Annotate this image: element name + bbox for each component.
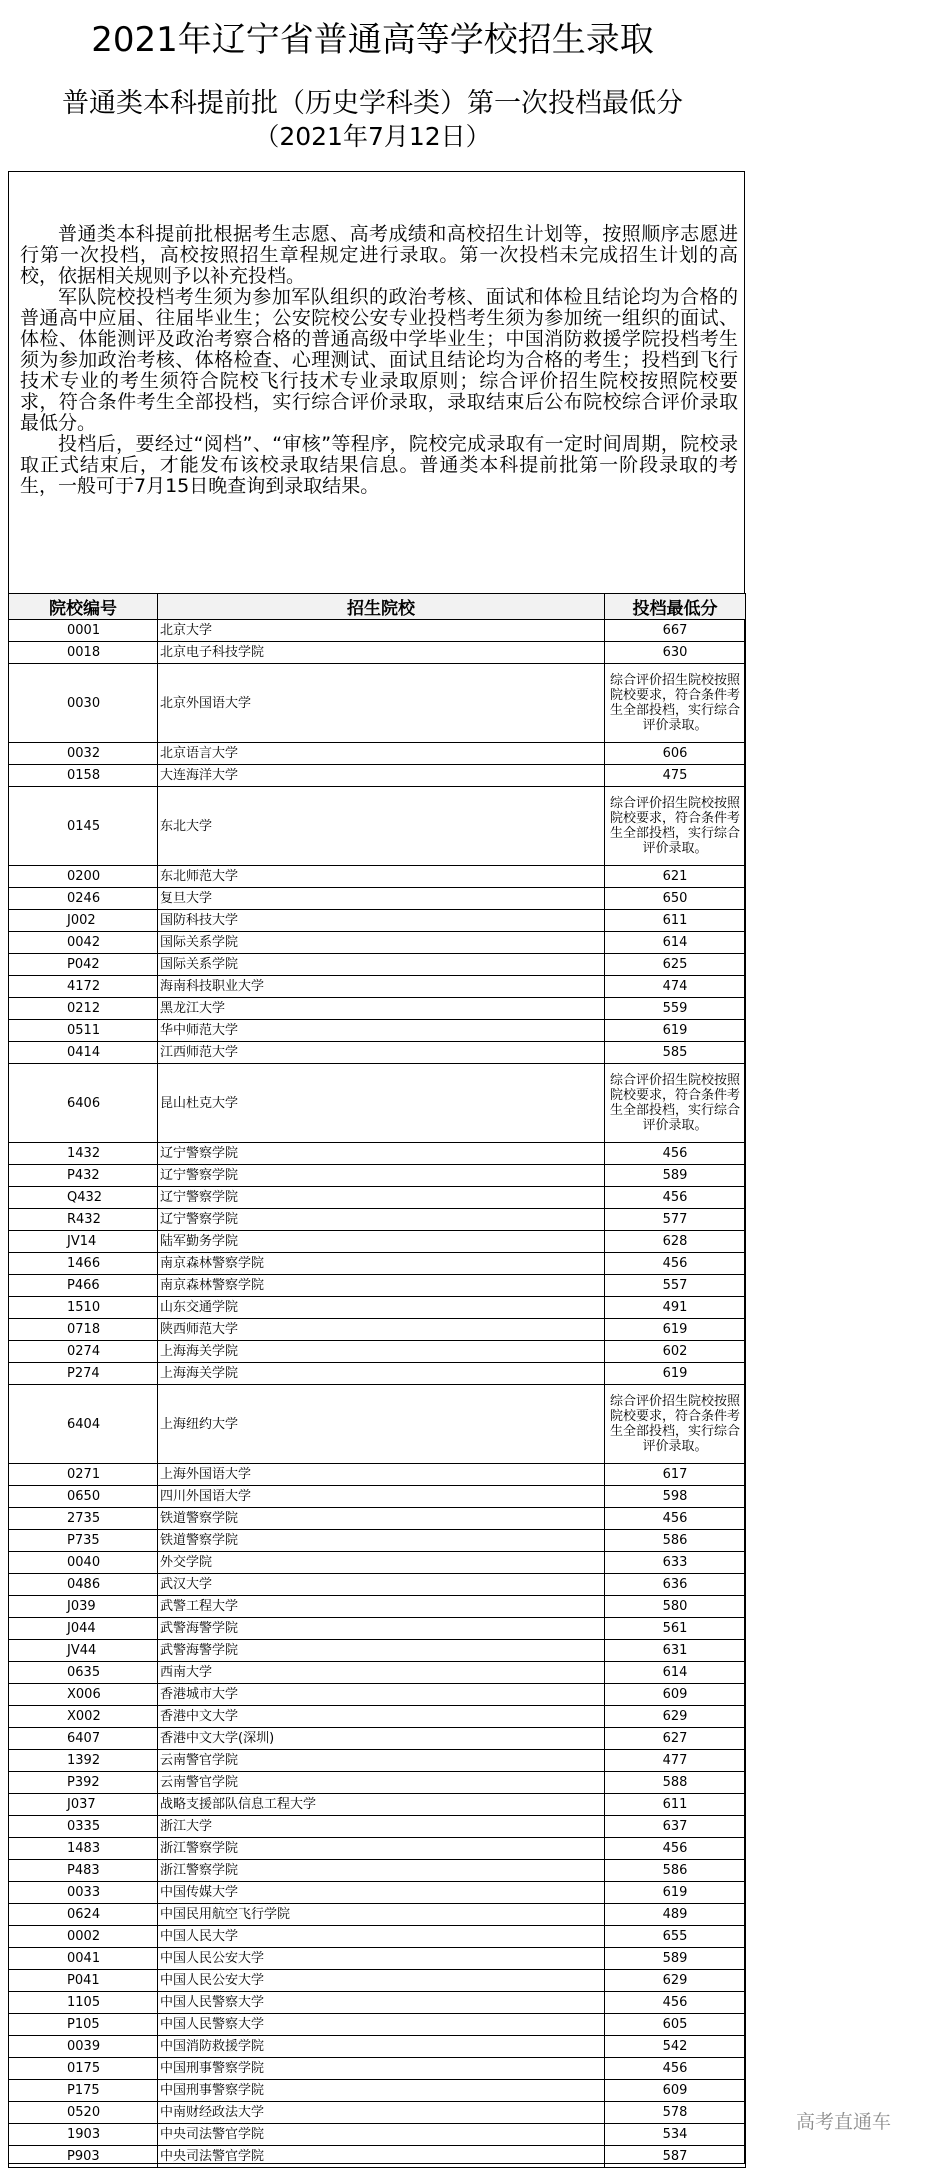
table-row bbox=[9, 1574, 746, 1596]
table-row bbox=[9, 1319, 746, 1341]
table-row bbox=[9, 1926, 746, 1948]
school-name-cell: 复旦大学 bbox=[158, 888, 605, 910]
table-row bbox=[9, 1253, 746, 1275]
table-row bbox=[9, 1552, 746, 1574]
table-row bbox=[9, 1970, 746, 1992]
school-name-cell: 中国人民公安大学 bbox=[158, 1970, 605, 1992]
school-code-cell: 0039 bbox=[9, 2036, 158, 2058]
min-score-cell: 456 bbox=[605, 1508, 746, 1530]
min-score-cell: 456 bbox=[605, 1143, 746, 1165]
school-code-cell: 0718 bbox=[9, 1319, 158, 1341]
min-score-cell: 630 bbox=[605, 642, 746, 664]
column-header-score: 投档最低分 bbox=[605, 594, 746, 620]
school-code-cell: 1510 bbox=[9, 1297, 158, 1319]
school-code-cell: 0030 bbox=[9, 664, 158, 743]
school-name-cell: 中国人民警察大学 bbox=[158, 2014, 605, 2036]
min-score-cell: 606 bbox=[605, 743, 746, 765]
table-row bbox=[9, 1860, 746, 1882]
school-name-cell: 香港中文大学(深圳) bbox=[158, 1728, 605, 1750]
table-row bbox=[9, 2058, 746, 2080]
school-code-cell: 0246 bbox=[9, 888, 158, 910]
table-row bbox=[9, 1662, 746, 1684]
school-code-cell: 0274 bbox=[9, 1341, 158, 1363]
school-name-cell: 铁道警察学院 bbox=[158, 1530, 605, 1552]
school-name-cell: 华中师范大学 bbox=[158, 1020, 605, 1042]
min-score-cell: 611 bbox=[605, 1794, 746, 1816]
school-code-cell: P274 bbox=[9, 1363, 158, 1385]
school-name-cell: 战略支援部队信息工程大学 bbox=[158, 1794, 605, 1816]
school-code-cell: P483 bbox=[9, 1860, 158, 1882]
min-score-cell: 629 bbox=[605, 1706, 746, 1728]
min-score-cell: 625 bbox=[605, 954, 746, 976]
min-score-cell: 577 bbox=[605, 1209, 746, 1231]
min-score-cell: 589 bbox=[605, 1948, 746, 1970]
school-code-cell: 2735 bbox=[9, 1508, 158, 1530]
table-row bbox=[9, 1143, 746, 1165]
school-name-cell: 北京外国语大学 bbox=[158, 664, 605, 743]
table-row bbox=[9, 1165, 746, 1187]
school-code-cell: 0414 bbox=[9, 1042, 158, 1064]
school-name-cell: 武警海警学院 bbox=[158, 1618, 605, 1640]
school-name-cell: 武警工程大学 bbox=[158, 1596, 605, 1618]
table-row bbox=[9, 1882, 746, 1904]
school-code-cell: 0033 bbox=[9, 1882, 158, 1904]
school-code-cell: 0032 bbox=[9, 743, 158, 765]
table-row bbox=[9, 620, 746, 642]
school-code-cell: 1392 bbox=[9, 1750, 158, 1772]
table-row bbox=[9, 1297, 746, 1319]
school-code-cell: 0158 bbox=[9, 765, 158, 787]
school-name-cell: 中国民用航空飞行学院 bbox=[158, 1904, 605, 1926]
school-code-cell: 4172 bbox=[9, 976, 158, 998]
min-score-cell: 综合评价招生院校按照院校要求，符合条件考生全部投档，实行综合评价录取。 bbox=[605, 1385, 746, 1464]
min-score-cell: 619 bbox=[605, 1363, 746, 1385]
table-row bbox=[9, 954, 746, 976]
school-code-cell: 0271 bbox=[9, 1464, 158, 1486]
school-code-cell: 0001 bbox=[9, 620, 158, 642]
min-score-cell: 综合评价招生院校按照院校要求，符合条件考生全部投档，实行综合评价录取。 bbox=[605, 787, 746, 866]
min-score-cell: 585 bbox=[605, 1042, 746, 1064]
school-name-cell: 中南财经政法大学 bbox=[158, 2102, 605, 2124]
table-row bbox=[9, 1992, 746, 2014]
school-name-cell: 北京大学 bbox=[158, 620, 605, 642]
min-score-cell: 636 bbox=[605, 1574, 746, 1596]
school-name-cell: 国际关系学院 bbox=[158, 954, 605, 976]
min-score-cell: 456 bbox=[605, 1253, 746, 1275]
school-code-cell: 0145 bbox=[9, 787, 158, 866]
table-row bbox=[9, 866, 746, 888]
school-code-cell: 1483 bbox=[9, 1838, 158, 1860]
table-row bbox=[9, 642, 746, 664]
min-score-cell: 667 bbox=[605, 620, 746, 642]
school-code-cell: J044 bbox=[9, 1618, 158, 1640]
school-name-cell: 国际关系学院 bbox=[158, 932, 605, 954]
school-name-cell: 铁道警察学院 bbox=[158, 1508, 605, 1530]
score-table bbox=[8, 593, 746, 2168]
school-name-cell: 武警海警学院 bbox=[158, 1640, 605, 1662]
intro-paragraph: 投档后，要经过“阅档”、“审核”等程序，院校完成录取有一定时间周期，院校录取正式结束后，才能发布该校录取结果信息。普通类本科提前批第一阶段录取的考生，一般可于7月15日晚查询到录取结果。 bbox=[20, 433, 738, 497]
watermark-logo-text: 高考直通车 bbox=[796, 2111, 892, 2133]
school-code-cell: 1105 bbox=[9, 1992, 158, 2014]
school-code-cell: 1903 bbox=[9, 2124, 158, 2146]
school-name-cell: 昆山杜克大学 bbox=[158, 1064, 605, 1143]
table-row bbox=[9, 765, 746, 787]
school-name-cell: 中国人民大学 bbox=[158, 1926, 605, 1948]
table-row bbox=[9, 1640, 746, 1662]
table-row bbox=[9, 1728, 746, 1750]
school-name-cell: 陕西师范大学 bbox=[158, 1319, 605, 1341]
school-name-cell: 上海海关学院 bbox=[158, 1341, 605, 1363]
school-code-cell: 0002 bbox=[9, 1926, 158, 1948]
table-row bbox=[9, 932, 746, 954]
school-code-cell: X002 bbox=[9, 1706, 158, 1728]
school-code-cell: P432 bbox=[9, 1165, 158, 1187]
table-row bbox=[9, 1341, 746, 1363]
min-score-cell: 456 bbox=[605, 1838, 746, 1860]
min-score-cell: 474 bbox=[605, 976, 746, 998]
intro-text bbox=[20, 224, 738, 497]
table-row bbox=[9, 1816, 746, 1838]
school-name-cell: 香港城市大学 bbox=[158, 1684, 605, 1706]
table-row bbox=[9, 2080, 746, 2102]
school-code-cell: J002 bbox=[9, 910, 158, 932]
school-code-cell: P466 bbox=[9, 1275, 158, 1297]
min-score-cell: 489 bbox=[605, 1904, 746, 1926]
table-row bbox=[9, 1596, 746, 1618]
table-row bbox=[9, 1948, 746, 1970]
school-code-cell: 0635 bbox=[9, 1662, 158, 1684]
school-name-cell: 浙江警察学院 bbox=[158, 1838, 605, 1860]
school-name-cell: 云南警官学院 bbox=[158, 1750, 605, 1772]
table-row bbox=[9, 2036, 746, 2058]
school-name-cell: 南京森林警察学院 bbox=[158, 1253, 605, 1275]
school-name-cell: 东北大学 bbox=[158, 787, 605, 866]
school-name-cell: 武汉大学 bbox=[158, 1574, 605, 1596]
school-name-cell: 浙江警察学院 bbox=[158, 1860, 605, 1882]
school-name-cell: 辽宁警察学院 bbox=[158, 1209, 605, 1231]
table-row bbox=[9, 1530, 746, 1552]
table-row bbox=[9, 1904, 746, 1926]
min-score-cell: 587 bbox=[605, 2146, 746, 2168]
school-name-cell: 上海海关学院 bbox=[158, 1363, 605, 1385]
table-row bbox=[9, 1020, 746, 1042]
min-score-cell: 655 bbox=[605, 1926, 746, 1948]
min-score-cell: 617 bbox=[605, 1464, 746, 1486]
column-header-school: 招生院校 bbox=[158, 594, 605, 620]
school-code-cell: P392 bbox=[9, 1772, 158, 1794]
table-row bbox=[9, 1750, 746, 1772]
school-name-cell: 上海纽约大学 bbox=[158, 1385, 605, 1464]
table-row bbox=[9, 1209, 746, 1231]
min-score-cell: 542 bbox=[605, 2036, 746, 2058]
min-score-cell: 598 bbox=[605, 1486, 746, 1508]
table-row bbox=[9, 1486, 746, 1508]
school-code-cell: 0650 bbox=[9, 1486, 158, 1508]
table-row bbox=[9, 787, 746, 866]
min-score-cell: 614 bbox=[605, 1662, 746, 1684]
table-row bbox=[9, 2124, 746, 2146]
min-score-cell: 611 bbox=[605, 910, 746, 932]
table-row bbox=[9, 1363, 746, 1385]
school-name-cell: 中国刑事警察学院 bbox=[158, 2058, 605, 2080]
table-row bbox=[9, 1275, 746, 1297]
min-score-cell: 586 bbox=[605, 1530, 746, 1552]
school-code-cell: P175 bbox=[9, 2080, 158, 2102]
school-code-cell: 0041 bbox=[9, 1948, 158, 1970]
table-row bbox=[9, 1684, 746, 1706]
school-code-cell: Q432 bbox=[9, 1187, 158, 1209]
min-score-cell: 589 bbox=[605, 1165, 746, 1187]
school-name-cell: 南京森林警察学院 bbox=[158, 1275, 605, 1297]
min-score-cell: 650 bbox=[605, 888, 746, 910]
column-header-code: 院校编号 bbox=[9, 594, 158, 620]
school-code-cell: J039 bbox=[9, 1596, 158, 1618]
min-score-cell: 477 bbox=[605, 1750, 746, 1772]
table-row bbox=[9, 1042, 746, 1064]
min-score-cell: 633 bbox=[605, 1552, 746, 1574]
school-name-cell: 西南大学 bbox=[158, 1662, 605, 1684]
table-row bbox=[9, 976, 746, 998]
table-row bbox=[9, 888, 746, 910]
min-score-cell: 580 bbox=[605, 1596, 746, 1618]
school-name-cell: 海南科技职业大学 bbox=[158, 976, 605, 998]
min-score-cell: 627 bbox=[605, 1728, 746, 1750]
min-score-cell: 561 bbox=[605, 1618, 746, 1640]
min-score-cell: 629 bbox=[605, 1970, 746, 1992]
min-score-cell: 619 bbox=[605, 1882, 746, 1904]
school-code-cell: R432 bbox=[9, 1209, 158, 1231]
table-row bbox=[9, 1508, 746, 1530]
table-row bbox=[9, 1838, 746, 1860]
table-row bbox=[9, 1064, 746, 1143]
table-row bbox=[9, 910, 746, 932]
table-row bbox=[9, 1618, 746, 1640]
school-code-cell: X006 bbox=[9, 1684, 158, 1706]
school-name-cell: 中国刑事警察学院 bbox=[158, 2080, 605, 2102]
table-body bbox=[9, 620, 746, 2168]
table-row bbox=[9, 743, 746, 765]
school-code-cell: 1466 bbox=[9, 1253, 158, 1275]
table-row bbox=[9, 1231, 746, 1253]
min-score-cell: 534 bbox=[605, 2124, 746, 2146]
min-score-cell: 综合评价招生院校按照院校要求，符合条件考生全部投档，实行综合评价录取。 bbox=[605, 1064, 746, 1143]
school-name-cell: 中国传媒大学 bbox=[158, 1882, 605, 1904]
school-code-cell: 0511 bbox=[9, 1020, 158, 1042]
min-score-cell: 631 bbox=[605, 1640, 746, 1662]
page-subtitle: 普通类本科提前批（历史学科类）第一次投档最低分 bbox=[62, 88, 683, 119]
school-name-cell: 江西师范大学 bbox=[158, 1042, 605, 1064]
table-header-row bbox=[9, 594, 746, 620]
min-score-cell: 557 bbox=[605, 1275, 746, 1297]
min-score-cell: 614 bbox=[605, 932, 746, 954]
school-code-cell: J037 bbox=[9, 1794, 158, 1816]
table-row bbox=[9, 2146, 746, 2168]
table-row bbox=[9, 2014, 746, 2036]
school-name-cell: 北京电子科技学院 bbox=[158, 642, 605, 664]
school-code-cell: 6407 bbox=[9, 1728, 158, 1750]
school-code-cell: 0175 bbox=[9, 2058, 158, 2080]
min-score-cell: 综合评价招生院校按照院校要求，符合条件考生全部投档，实行综合评价录取。 bbox=[605, 664, 746, 743]
school-name-cell: 云南警官学院 bbox=[158, 1772, 605, 1794]
school-name-cell: 辽宁警察学院 bbox=[158, 1143, 605, 1165]
intro-paragraph: 军队院校投档考生须为参加军队组织的政治考核、面试和体检且结论均为合格的普通高中应届、往届毕业生；公安院校公安专业投档考生须为参加统一组织的面试、体检、体能测评及政治考察合格的普通高级中学毕业生；中国消防救援学院投档考生须为参加政治考核、体格检查、心理测试、面试且结论均为合格的考生；投档到飞行技术专业的考生须符合院校飞行技术专业录取原则；综合评价招生院校按照院校要求，符合条件考生全部投档，实行综合评价录取，录取结束后公布院校综合评价录取最低分。 bbox=[20, 286, 738, 434]
table-row bbox=[9, 1187, 746, 1209]
min-score-cell: 637 bbox=[605, 1816, 746, 1838]
table-row bbox=[9, 664, 746, 743]
school-code-cell: 0624 bbox=[9, 1904, 158, 1926]
min-score-cell: 609 bbox=[605, 2080, 746, 2102]
school-name-cell: 东北师范大学 bbox=[158, 866, 605, 888]
school-code-cell: P042 bbox=[9, 954, 158, 976]
table-row bbox=[9, 1794, 746, 1816]
min-score-cell: 588 bbox=[605, 1772, 746, 1794]
school-code-cell: P735 bbox=[9, 1530, 158, 1552]
min-score-cell: 559 bbox=[605, 998, 746, 1020]
table-row bbox=[9, 1772, 746, 1794]
school-code-cell: P105 bbox=[9, 2014, 158, 2036]
school-name-cell: 大连海洋大学 bbox=[158, 765, 605, 787]
min-score-cell: 456 bbox=[605, 1992, 746, 2014]
school-code-cell: 0520 bbox=[9, 2102, 158, 2124]
school-code-cell: 0040 bbox=[9, 1552, 158, 1574]
school-name-cell: 陆军勤务学院 bbox=[158, 1231, 605, 1253]
min-score-cell: 456 bbox=[605, 2058, 746, 2080]
school-code-cell: 0212 bbox=[9, 998, 158, 1020]
school-name-cell: 上海外国语大学 bbox=[158, 1464, 605, 1486]
school-name-cell: 中央司法警官学院 bbox=[158, 2124, 605, 2146]
table-row bbox=[9, 2102, 746, 2124]
table-row bbox=[9, 998, 746, 1020]
intro-paragraph: 普通类本科提前批根据考生志愿、高考成绩和高校招生计划等，按照顺序志愿进行第一次投档，高校按照招生章程规定进行录取。第一次投档未完成招生计划的高校，依据相关规则予以补充投档。 bbox=[20, 223, 738, 287]
school-name-cell: 中国人民公安大学 bbox=[158, 1948, 605, 1970]
min-score-cell: 621 bbox=[605, 866, 746, 888]
school-name-cell: 中国人民警察大学 bbox=[158, 1992, 605, 2014]
school-name-cell: 黑龙江大学 bbox=[158, 998, 605, 1020]
min-score-cell: 491 bbox=[605, 1297, 746, 1319]
school-name-cell: 香港中文大学 bbox=[158, 1706, 605, 1728]
table-row bbox=[9, 1706, 746, 1728]
school-name-cell: 辽宁警察学院 bbox=[158, 1187, 605, 1209]
school-name-cell: 浙江大学 bbox=[158, 1816, 605, 1838]
school-name-cell: 外交学院 bbox=[158, 1552, 605, 1574]
school-code-cell: P903 bbox=[9, 2146, 158, 2168]
table-row bbox=[9, 1464, 746, 1486]
school-code-cell: 0200 bbox=[9, 866, 158, 888]
school-name-cell: 国防科技大学 bbox=[158, 910, 605, 932]
min-score-cell: 475 bbox=[605, 765, 746, 787]
school-name-cell: 中国消防救援学院 bbox=[158, 2036, 605, 2058]
school-code-cell: JV44 bbox=[9, 1640, 158, 1662]
school-code-cell: 0486 bbox=[9, 1574, 158, 1596]
table-row bbox=[9, 1385, 746, 1464]
school-code-cell: 0018 bbox=[9, 642, 158, 664]
min-score-cell: 609 bbox=[605, 1684, 746, 1706]
school-name-cell: 中央司法警官学院 bbox=[158, 2146, 605, 2168]
min-score-cell: 456 bbox=[605, 1187, 746, 1209]
school-name-cell: 辽宁警察学院 bbox=[158, 1165, 605, 1187]
min-score-cell: 628 bbox=[605, 1231, 746, 1253]
school-code-cell: 0335 bbox=[9, 1816, 158, 1838]
min-score-cell: 602 bbox=[605, 1341, 746, 1363]
school-name-cell: 北京语言大学 bbox=[158, 743, 605, 765]
school-name-cell: 四川外国语大学 bbox=[158, 1486, 605, 1508]
school-code-cell: 1432 bbox=[9, 1143, 158, 1165]
school-code-cell: 0042 bbox=[9, 932, 158, 954]
school-code-cell: 6404 bbox=[9, 1385, 158, 1464]
min-score-cell: 619 bbox=[605, 1319, 746, 1341]
min-score-cell: 586 bbox=[605, 1860, 746, 1882]
page-title: 2021年辽宁省普通高等学校招生录取 bbox=[91, 20, 654, 60]
school-code-cell: 6406 bbox=[9, 1064, 158, 1143]
school-code-cell: JV14 bbox=[9, 1231, 158, 1253]
min-score-cell: 619 bbox=[605, 1020, 746, 1042]
min-score-cell: 605 bbox=[605, 2014, 746, 2036]
min-score-cell: 578 bbox=[605, 2102, 746, 2124]
school-name-cell: 山东交通学院 bbox=[158, 1297, 605, 1319]
page-date: （2021年7月12日） bbox=[254, 122, 491, 151]
school-code-cell: P041 bbox=[9, 1970, 158, 1992]
